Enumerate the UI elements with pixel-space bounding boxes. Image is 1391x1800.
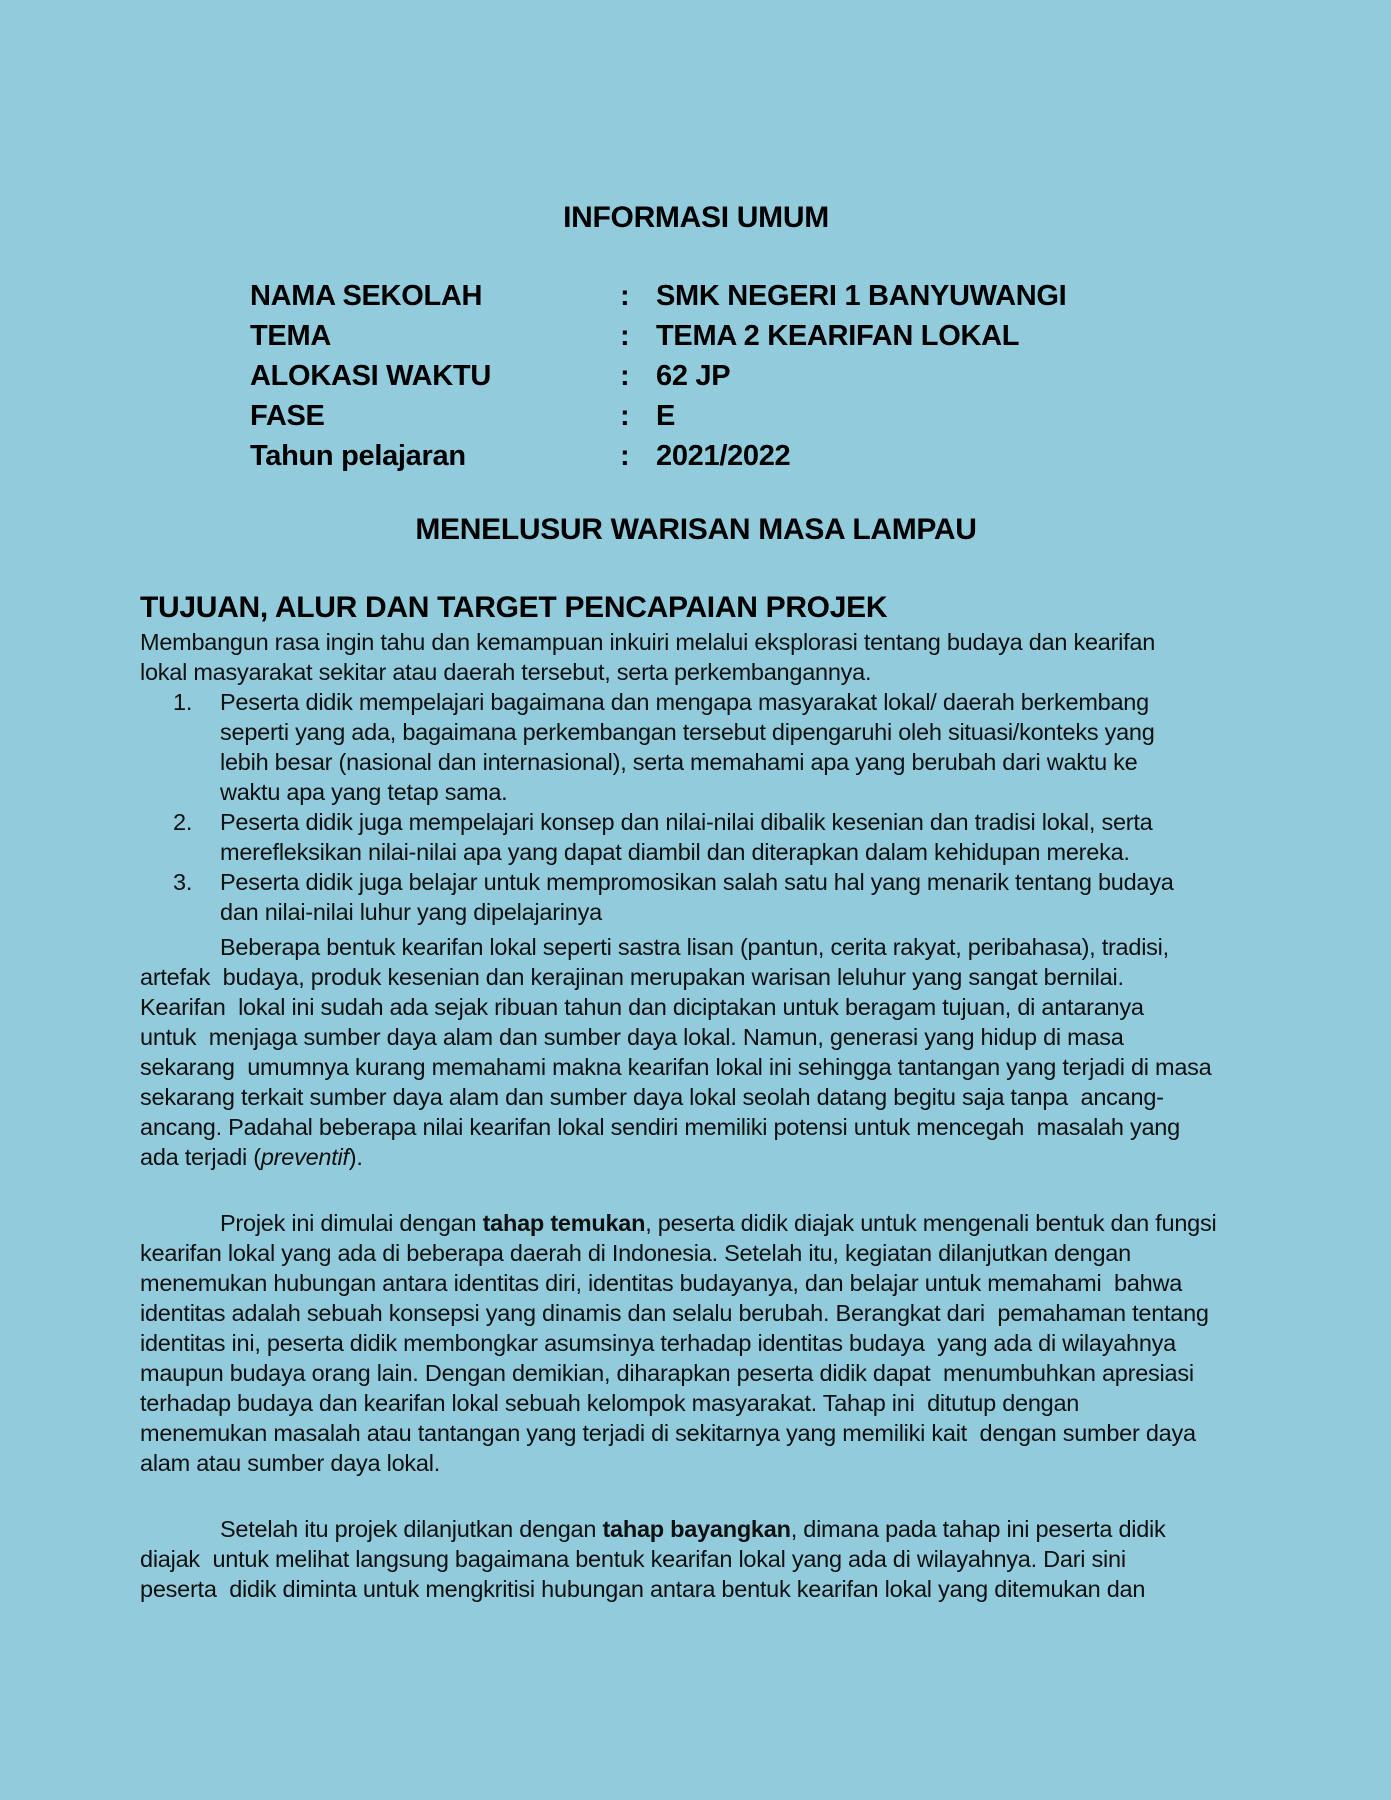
info-label: NAMA SEKOLAH	[250, 280, 483, 312]
info-row-tahun-pelajaran	[250, 436, 1252, 476]
text-line	[140, 627, 1252, 657]
text-segment: seperti yang ada, bagaimana perkembangan tersebut dipengaruhi oleh situasi/konteks yang	[220, 719, 1155, 745]
text-segment: waktu apa yang tetap sama.	[220, 779, 508, 805]
info-label: TEMA	[250, 320, 331, 352]
paragraph-tahap-temukan	[140, 1208, 1252, 1478]
list-item-text	[220, 687, 1252, 807]
text-line	[220, 687, 1252, 717]
objectives-list	[140, 687, 1252, 927]
info-separator: :	[620, 320, 630, 352]
text-segment: kearifan lokal yang ada di beberapa daerah di Indonesia. Setelah itu, kegiatan dilanjutkan dengan	[140, 1240, 1131, 1266]
list-item-number: 3.	[173, 869, 193, 895]
text-segment: lokal masyarakat sekitar atau daerah tersebut, serta perkembangannya.	[140, 659, 872, 685]
text-line	[140, 1298, 1252, 1328]
info-label: ALOKASI WAKTU	[250, 360, 491, 392]
text-line	[140, 1574, 1252, 1604]
text-line	[140, 1208, 1252, 1238]
text-segment: Beberapa bentuk kearifan lokal seperti sastra lisan (pantun, cerita rakyat, peribahasa), tradisi,	[220, 934, 1169, 960]
text-segment: Peserta didik mempelajari bagaimana dan mengapa masyarakat lokal/ daerah berkembang	[220, 689, 1149, 715]
text-segment: maupun budaya orang lain. Dengan demikian, diharapkan peserta didik dapat menumbuhkan apresiasi	[140, 1360, 1194, 1386]
text-line	[140, 1418, 1252, 1448]
text-segment: lebih besar (nasional dan internasional), serta memahami apa yang berubah dari waktu ke	[220, 749, 1138, 775]
text-line	[140, 1238, 1252, 1268]
text-segment: Kearifan lokal ini sudah ada sejak ribuan tahun dan diciptakan untuk beragam tujuan, di antaranya	[140, 994, 1144, 1020]
text-segment: sekarang umumnya kurang memahami makna kearifan lokal ini sehingga tantangan yang terjadi di masa	[140, 1054, 1212, 1080]
text-line	[140, 992, 1252, 1022]
info-value: 2021/2022	[656, 440, 791, 472]
section-intro	[140, 627, 1252, 687]
text-line	[220, 807, 1252, 837]
paragraph-kearifan-lokal	[140, 932, 1252, 1172]
text-segment: Setelah itu projek dilanjutkan dengan	[220, 1516, 603, 1542]
list-item	[173, 807, 1252, 867]
text-line	[140, 1268, 1252, 1298]
text-segment: untuk menjaga sumber daya alam dan sumber daya lokal. Namun, generasi yang hidup di masa	[140, 1024, 1124, 1050]
info-row-tema	[250, 316, 1252, 356]
info-row-nama-sekolah	[250, 276, 1252, 316]
text-segment: ancang. Padahal beberapa nilai kearifan lokal sendiri memiliki potensi untuk mencegah masalah yang	[140, 1114, 1180, 1140]
info-separator: :	[620, 360, 630, 392]
text-segment: menemukan masalah atau tantangan yang terjadi di sekitarnya yang memiliki kait dengan sumber daya	[140, 1420, 1196, 1446]
document-subtitle: MENELUSUR WARISAN MASA LAMPAU	[415, 513, 977, 546]
list-item-text	[220, 867, 1252, 927]
text-line	[140, 962, 1252, 992]
italic-text-segment: preventif	[260, 1144, 349, 1170]
info-value: 62 JP	[656, 360, 731, 392]
info-value: TEMA 2 KEARIFAN LOKAL	[656, 320, 1020, 352]
text-segment: dan nilai-nilai luhur yang dipelajarinya	[220, 899, 602, 925]
text-segment: , peserta didik diajak untuk mengenali bentuk dan fungsi	[645, 1210, 1217, 1236]
text-line	[220, 897, 1252, 927]
text-segment: , dimana pada tahap ini peserta didik	[790, 1516, 1166, 1542]
info-value: SMK NEGERI 1 BANYUWANGI	[656, 280, 1067, 312]
text-segment: identitas ini, peserta didik membongkar asumsinya terhadap identitas budaya yang ada di wilayahnya	[140, 1330, 1176, 1356]
text-segment: terhadap budaya dan kearifan lokal sebuah kelompok masyarakat. Tahap ini ditutup dengan	[140, 1390, 1080, 1416]
text-segment: sekarang terkait sumber daya alam dan sumber daya lokal seolah datang begitu saja tanpa ancang-	[140, 1084, 1164, 1110]
text-line	[140, 1514, 1252, 1544]
bold-text-segment: tahap bayangkan	[602, 1516, 791, 1542]
info-separator: :	[620, 440, 630, 472]
text-segment: artefak budaya, produk kesenian dan kerajinan merupakan warisan leluhur yang sangat bernilai.	[140, 964, 1124, 990]
list-item-text	[220, 807, 1252, 867]
text-segment: ).	[348, 1144, 363, 1170]
text-segment: merefleksikan nilai-nilai apa yang dapat diambil dan diterapkan dalam kehidupan mereka.	[220, 839, 1130, 865]
list-item-number: 2.	[173, 809, 193, 835]
text-segment: peserta didik diminta untuk mengkritisi hubungan antara bentuk kearifan lokal yang ditemukan dan	[140, 1576, 1146, 1602]
info-label: Tahun pelajaran	[250, 440, 466, 472]
info-table	[140, 276, 1252, 476]
page-title: INFORMASI UMUM	[563, 201, 829, 234]
text-line	[140, 1052, 1252, 1082]
list-item-number: 1.	[173, 689, 193, 715]
text-segment: Projek ini dimulai dengan	[220, 1210, 483, 1236]
text-line	[140, 1082, 1252, 1112]
info-separator: :	[620, 280, 630, 312]
list-item	[173, 687, 1252, 807]
list-item	[173, 867, 1252, 927]
text-segment: Peserta didik juga mempelajari konsep dan nilai-nilai dibalik kesenian dan tradisi lokal, serta	[220, 809, 1153, 835]
text-segment: diajak untuk melihat langsung bagaimana bentuk kearifan lokal yang ada di wilayahnya. Dari sini	[140, 1546, 1126, 1572]
text-line	[140, 1544, 1252, 1574]
text-line	[140, 1112, 1252, 1142]
text-segment: ada terjadi (	[140, 1144, 261, 1170]
text-segment: Peserta didik juga belajar untuk mempromosikan salah satu hal yang menarik tentang budaya	[220, 869, 1174, 895]
info-label: FASE	[250, 400, 325, 432]
bold-text-segment: tahap temukan	[482, 1210, 646, 1236]
info-separator: :	[620, 400, 630, 432]
text-segment: identitas adalah sebuah konsepsi yang dinamis dan selalu berubah. Berangkat dari pemahaman tentang	[140, 1300, 1209, 1326]
info-row-alokasi-waktu	[250, 356, 1252, 396]
text-segment: Membangun rasa ingin tahu dan kemampuan inkuiri melalui eksplorasi tentang budaya dan kearifan	[140, 629, 1156, 655]
text-line	[220, 837, 1252, 867]
text-line	[140, 1328, 1252, 1358]
text-line	[140, 1358, 1252, 1388]
text-line	[140, 657, 1252, 687]
text-line	[220, 777, 1252, 807]
text-line	[140, 1142, 1252, 1172]
document-content	[140, 0, 1252, 1604]
paragraph-tahap-bayangkan	[140, 1514, 1252, 1604]
info-value: E	[656, 400, 676, 432]
text-line	[140, 932, 1252, 962]
text-line	[220, 867, 1252, 897]
text-line	[220, 747, 1252, 777]
text-line	[220, 717, 1252, 747]
text-line	[140, 1388, 1252, 1418]
text-segment: alam atau sumber daya lokal.	[140, 1450, 440, 1476]
text-segment: menemukan hubungan antara identitas diri, identitas budayanya, dan belajar untuk memahami bahwa	[140, 1270, 1183, 1296]
text-line	[140, 1022, 1252, 1052]
section-heading: TUJUAN, ALUR DAN TARGET PENCAPAIAN PROJEK	[140, 591, 888, 624]
info-row-fase	[250, 396, 1252, 436]
text-line	[140, 1448, 1252, 1478]
